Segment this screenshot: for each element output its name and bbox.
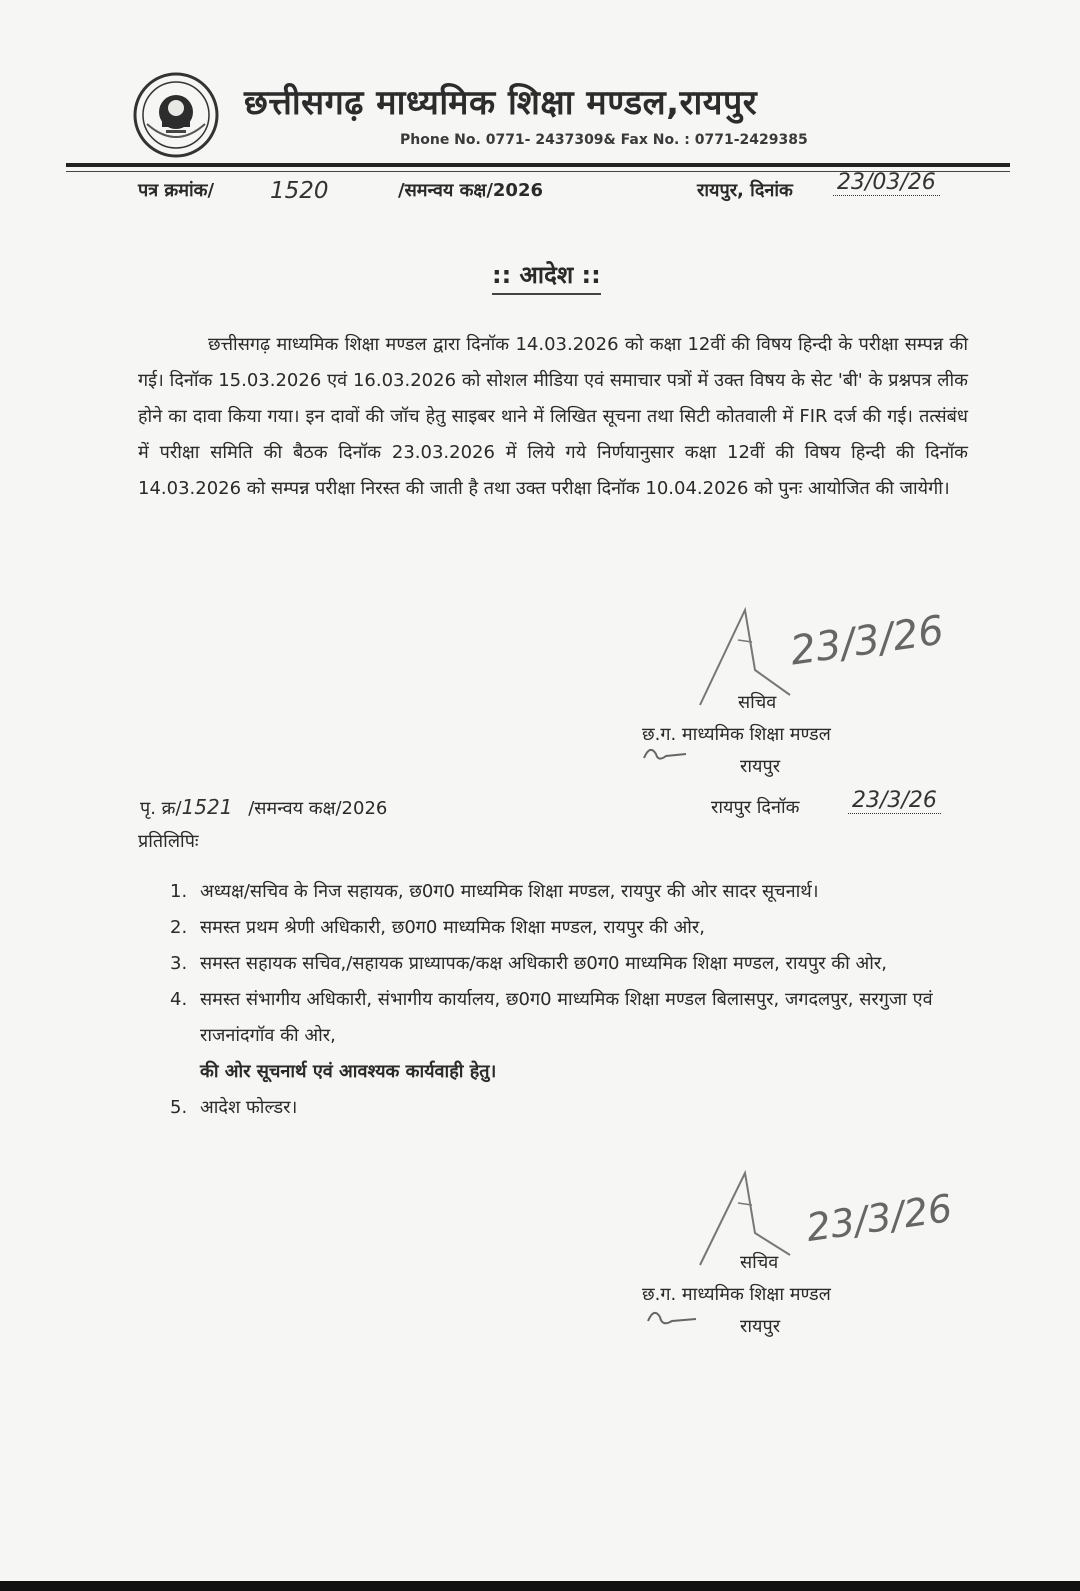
copy-reference-department: /समन्वय कक्ष/2026 bbox=[248, 798, 388, 819]
order-body: छत्तीसगढ़ माध्यमिक शिक्षा मण्डल द्वारा दिनॉक 14.03.2026 को कक्षा 12वीं की विषय हिन्दी के परीक्षा सम्पन्न की गई। दिनॉक 15.03.2026 एवं 16.03.2026 को सोशल मीडिया एवं समाचार पत्रों में उक्त विषय के सेट 'बी' के प्रश्नपत्र लीक होने का दावा किया गया। इन दावों की जॉच हेतु साइबर थाने में लिखित सूचना तथा सिटी कोतवाली में FIR दर्ज की गई। तत्संबंध में परीक्षा समिति की बैठक दिनॉक 23.03.2026 में लिये गये निर्णयानुसार कक्षा 12वीं की विषय हिन्दी की दिनॉक 14.03.2026 को सम्पन्न परीक्षा निरस्त की जाती है तथा उक्त परीक्षा दिनॉक 10.04.2026 को पुनः आयोजित की जायेगी। bbox=[138, 334, 968, 499]
copy-reference-number: 1521 bbox=[181, 795, 233, 819]
letter-date: 23/03/26 bbox=[833, 170, 940, 196]
copy-date: 23/3/26 bbox=[848, 788, 941, 814]
list-item-text: समस्त सहायक सचिव,/सहायक प्राध्यापक/कक्ष अधिकारी छ0ग0 माध्यमिक शिक्षा मण्डल, रायपुर की ओर, bbox=[200, 953, 888, 974]
signature-handwritten-date: 23/3/26 bbox=[803, 1186, 955, 1250]
list-item bbox=[170, 946, 960, 982]
list-item-text: आदेश फोल्डर। bbox=[200, 1097, 298, 1118]
signatory-designation: सचिव bbox=[738, 692, 777, 713]
list-item-number: 3. bbox=[170, 953, 188, 974]
letter-number-label: पत्र क्रमांक/ bbox=[138, 180, 215, 201]
list-item-number: 5. bbox=[170, 1097, 188, 1118]
list-item-number: 4. bbox=[170, 989, 188, 1010]
letter-department: /समन्वय कक्ष/2026 bbox=[398, 180, 544, 201]
list-item-text: समस्त संभागीय अधिकारी, संभागीय कार्यालय, छ0ग0 माध्यमिक शिक्षा मण्डल बिलासपुर, जगदलपुर, सरगुजा एवं राजनांदगॉव की ओर, bbox=[200, 989, 933, 1046]
order-title: :: आदेश :: bbox=[492, 258, 601, 295]
signature-handwritten-date: 23/3/26 bbox=[787, 607, 947, 675]
image-bottom-border bbox=[0, 1581, 1080, 1591]
signatory-designation: सचिव bbox=[740, 1252, 779, 1273]
organization-title: छत्तीसगढ़ माध्यमिक शिक्षा मण्डल,रायपुर bbox=[244, 83, 758, 123]
signatory-city: रायपुर bbox=[740, 756, 781, 777]
copy-date-label: रायपुर दिनॉक bbox=[711, 797, 800, 818]
copy-recipient-list bbox=[170, 874, 960, 1126]
action-note: की ओर सूचनार्थ एवं आवश्यक कार्यवाही हेतु। bbox=[200, 1061, 497, 1082]
signatory-organization: छ.ग. माध्यमिक शिक्षा मण्डल bbox=[642, 1284, 831, 1305]
initials-scribble bbox=[640, 740, 690, 768]
copy-reference-prefix: पृ. क्र/ bbox=[140, 798, 182, 819]
signatory-organization: छ.ग. माध्यमिक शिक्षा मण्डल bbox=[642, 724, 831, 745]
list-item bbox=[170, 1090, 960, 1126]
list-item-number: 2. bbox=[170, 917, 188, 938]
list-item-number: 1. bbox=[170, 881, 188, 902]
list-item bbox=[170, 982, 960, 1090]
list-item-text: समस्त प्रथम श्रेणी अधिकारी, छ0ग0 माध्यमिक शिक्षा मण्डल, रायपुर की ओर, bbox=[200, 917, 705, 938]
header-divider bbox=[66, 163, 1010, 167]
list-item bbox=[170, 874, 960, 910]
initials-scribble bbox=[644, 1305, 700, 1333]
letter-date-label: रायपुर, दिनांक bbox=[697, 180, 793, 201]
contact-numbers: Phone No. 0771- 2437309& Fax No. : 0771-2429385 bbox=[400, 132, 808, 148]
signatory-city: रायपुर bbox=[740, 1316, 781, 1337]
list-item-text: अध्यक्ष/सचिव के निज सहायक, छ0ग0 माध्यमिक शिक्षा मण्डल, रायपुर की ओर सादर सूचनार्थ। bbox=[200, 881, 819, 902]
copy-reference bbox=[140, 795, 387, 820]
letter-number: 1520 bbox=[270, 178, 329, 204]
board-emblem-logo bbox=[133, 72, 219, 158]
list-item bbox=[170, 910, 960, 946]
copy-heading: प्रतिलिपिः bbox=[138, 831, 199, 852]
